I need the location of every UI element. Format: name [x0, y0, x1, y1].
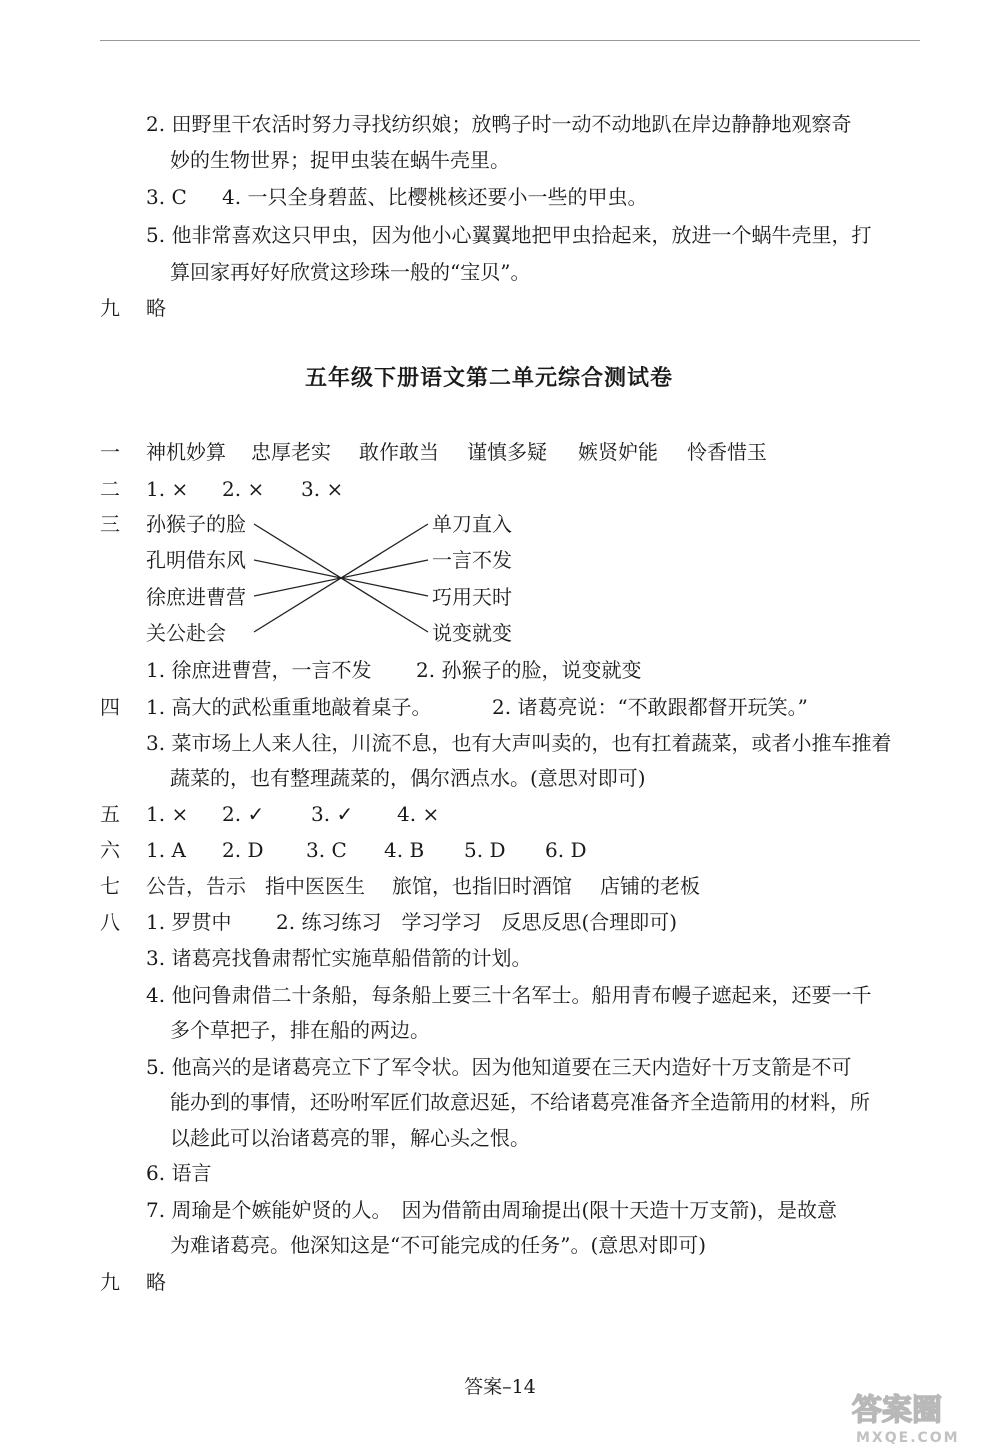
- match-right-item: 说变就变: [432, 621, 512, 645]
- s4-q3-line2: 蔬菜的，也有整理蔬菜的，偶尔洒点水。(意思对即可): [170, 766, 646, 790]
- match-left-item: 徐庶进曹营: [146, 585, 246, 609]
- section-9-label: 九: [100, 1270, 120, 1294]
- section-3-label: 三: [100, 512, 120, 536]
- match-right-item: 一言不发: [432, 548, 512, 572]
- s8-q3: 3. 诸葛亮找鲁肃帮忙实施草船借箭的计划。: [146, 946, 532, 970]
- section-1-label: 一: [100, 440, 120, 464]
- s5-item: 4. ×: [397, 802, 440, 826]
- section-9-text: 略: [146, 1270, 166, 1294]
- s8-q6: 6. 语言: [146, 1161, 212, 1185]
- s8-q1: 1. 罗贯中: [146, 910, 232, 934]
- s7-item: 指中医医生: [265, 874, 365, 898]
- s6-item: 3. C: [306, 838, 347, 862]
- s3-answer-2: 2. 孙猴子的脸，说变就变: [416, 658, 642, 682]
- s5-item: 1. ×: [146, 802, 189, 826]
- page-number: 答案–14: [464, 1376, 536, 1398]
- s2-item: 3. ×: [301, 477, 344, 501]
- s8-q7-line2: 为难诸葛亮。他深知这是“不可能完成的任务”。(意思对即可): [170, 1233, 707, 1257]
- s6-item: 6. D: [545, 838, 587, 862]
- s1-item: 忠厚老实: [251, 440, 331, 464]
- section-7-label: 七: [100, 874, 120, 898]
- s6-item: 2. D: [222, 838, 264, 862]
- page-title: 五年级下册语文第二单元综合测试卷: [305, 366, 674, 391]
- top-rule: [100, 40, 920, 41]
- s8-q4-line1: 4. 他问鲁肃借二十条船，每条船上要三十名军士。船用青布幔子遮起来，还要一千: [146, 983, 872, 1007]
- s1-item: 神机妙算: [146, 440, 226, 464]
- section-5-label: 五: [100, 802, 120, 826]
- section-2-label: 二: [100, 477, 120, 501]
- match-left-item: 孙猴子的脸: [146, 512, 246, 536]
- s5-item: 2. ✓: [222, 802, 265, 826]
- s8-q4-line2: 多个草把子，排在船的两边。: [170, 1018, 430, 1042]
- s8-q5-line2: 能办到的事情，还吩咐军匠们故意迟延，不给诸葛亮准备齐全造箭用的材料，所: [170, 1090, 870, 1114]
- s8-q5-line3: 以趁此可以治诸葛亮的罪，解心头之恨。: [170, 1126, 530, 1150]
- s8-q2: 2. 练习练习 学习学习 反思反思(合理即可): [276, 910, 678, 934]
- s2-item: 1. ×: [146, 477, 189, 501]
- match-right-item: 巧用天时: [432, 585, 512, 609]
- watermark-url: MXQE.COM: [856, 1430, 960, 1446]
- section-4-label: 四: [100, 695, 120, 719]
- prev-section-nine-text: 略: [146, 296, 166, 320]
- s1-item: 怜香惜玉: [687, 440, 767, 464]
- s5-item: 3. ✓: [311, 802, 354, 826]
- prev-q2-line1: 2. 田野里干农活时努力寻找纺织娘；放鸭子时一动不动地趴在岸边静静地观察奇: [146, 112, 852, 136]
- s1-item: 敢作敢当: [359, 440, 439, 464]
- s7-item: 店铺的老板: [600, 874, 700, 898]
- prev-q3: 3. C: [146, 185, 187, 209]
- s1-item: 谨慎多疑: [467, 440, 547, 464]
- match-right-item: 单刀直入: [432, 512, 512, 536]
- prev-q4: 4. 一只全身碧蓝、比樱桃核还要小一些的甲虫。: [222, 185, 648, 209]
- s6-item: 4. B: [384, 838, 425, 862]
- s4-q2: 2. 诸葛亮说：“不敢跟都督开玩笑。”: [492, 695, 808, 719]
- s4-q1: 1. 高大的武松重重地敲着桌子。: [146, 695, 432, 719]
- s4-q3-line1: 3. 菜市场上人来人往，川流不息，也有大声叫卖的，也有扛着蔬菜，或者小推车推着: [146, 731, 892, 755]
- watermark-text: 答案圈: [852, 1393, 942, 1428]
- section-8-label: 八: [100, 910, 120, 934]
- section-6-label: 六: [100, 838, 120, 862]
- s1-item: 嫉贤妒能: [578, 440, 658, 464]
- s7-item: 旅馆，也指旧时酒馆: [392, 874, 572, 898]
- s3-answer-1: 1. 徐庶进曹营，一言不发: [146, 658, 372, 682]
- s7-item: 公告，告示: [146, 874, 246, 898]
- match-left-item: 关公赴会: [146, 621, 226, 645]
- prev-q5-line1: 5. 他非常喜欢这只甲虫，因为他小心翼翼地把甲虫拾起来，放进一个蜗牛壳里，打: [146, 223, 872, 247]
- s8-q5-line1: 5. 他高兴的是诸葛亮立下了军令状。因为他知道要在三天内造好十万支箭是不可: [146, 1055, 852, 1079]
- s6-item: 5. D: [464, 838, 506, 862]
- matching-lines: [250, 510, 432, 642]
- prev-q2-line2: 妙的生物世界；捉甲虫装在蜗牛壳里。: [170, 148, 510, 172]
- s2-item: 2. ×: [222, 477, 265, 501]
- watermark-logo: [848, 1386, 982, 1446]
- s6-item: 1. A: [146, 838, 186, 862]
- s8-q7-line1: 7. 周瑜是个嫉能妒贤的人。 因为借箭由周瑜提出(限十天造十万支箭)，是故意: [146, 1198, 838, 1222]
- prev-q5-line2: 算回家再好好欣赏这珍珠一般的“宝贝”。: [170, 260, 531, 284]
- match-left-item: 孔明借东风: [146, 548, 246, 572]
- prev-section-nine-label: 九: [100, 296, 120, 320]
